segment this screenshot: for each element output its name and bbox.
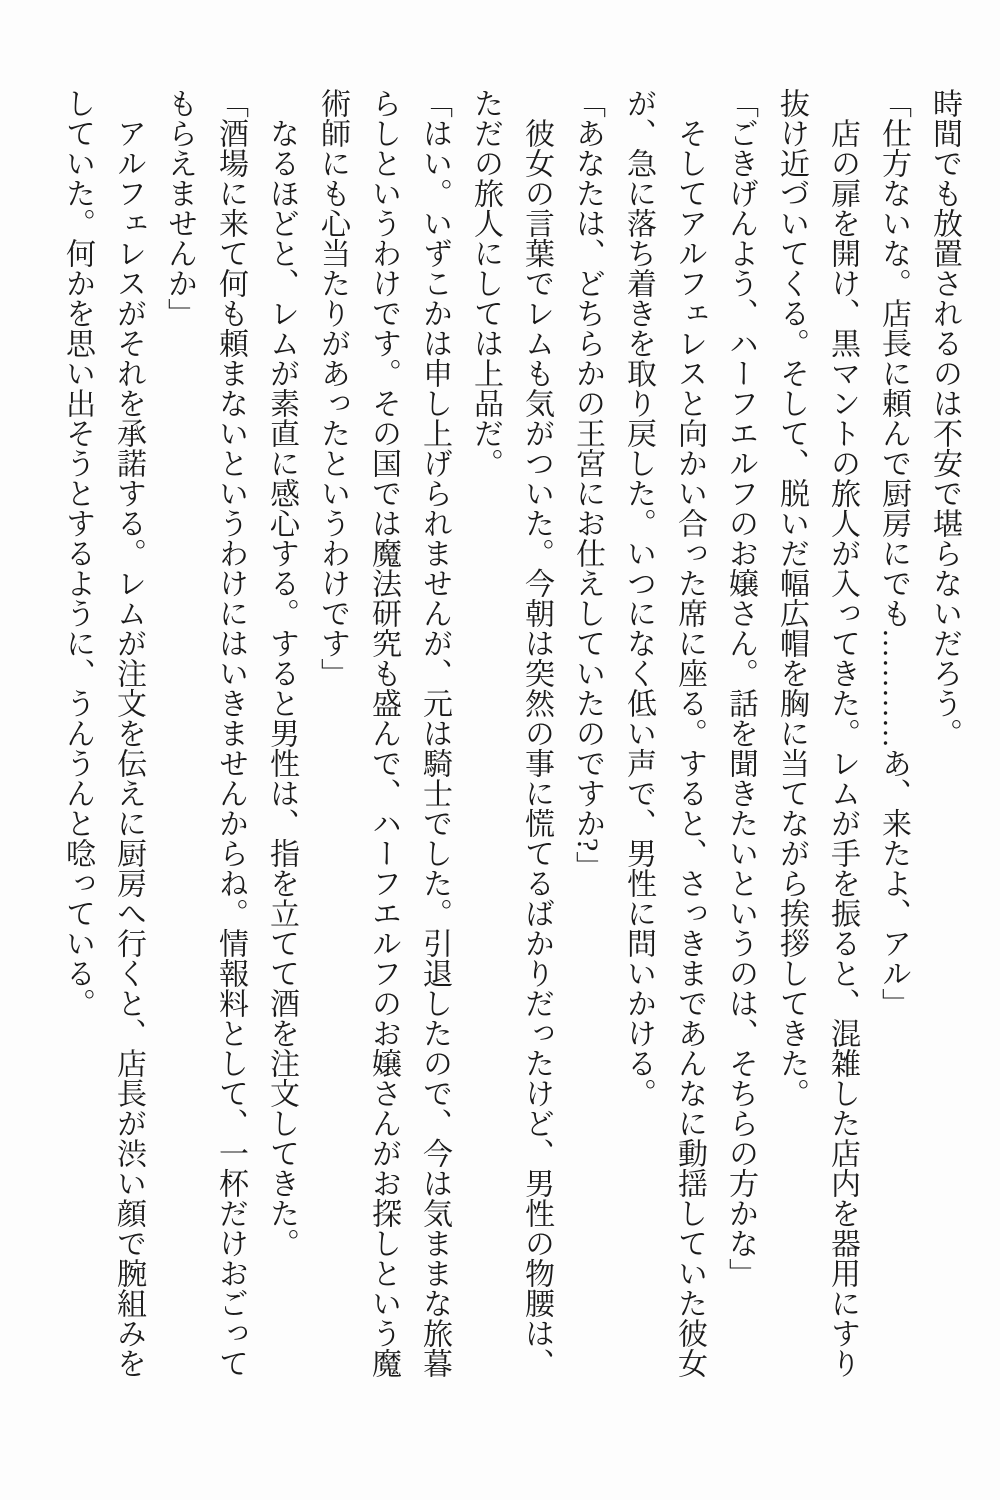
paragraph: 「ごきげんよう、ハーフエルフのお嬢さん。話を聞きたいというのは、そちらの方かな」 bbox=[724, 88, 757, 1288]
paragraph: 「はい。いずこかは申し上げられませんが、元は騎士でした。引退したので、今は気ままな旅暮らしというわけです。その国では魔法研究も盛んで、ハーフエルフのお嬢さんがお探しという魔術師にも心当たりがあったというわけです」 bbox=[316, 88, 451, 1378]
paragraph: 「あなたは、どちらかの王宮にお仕えしていたのですか?」 bbox=[571, 88, 604, 882]
paragraph: 時間でも放置されるのは不安で堪らないだろう。 bbox=[928, 88, 961, 748]
paragraph: 「酒場に来て何も頼まないというわけにはいきませんからね。情報料として、一杯だけおごってもらえませんか」 bbox=[163, 88, 247, 1378]
paragraph: 店の扉を開け、黒マントの旅人が入ってきた。レムが手を振ると、混雑した店内を器用にすり抜け近づいてくる。そして、脱いだ幅広帽を胸に当てながら挨拶してきた。 bbox=[775, 88, 859, 1378]
novel-text-block bbox=[52, 88, 970, 1390]
paragraph: そしてアルフェレスと向かい合った席に座る。すると、さっきまであんなに動揺していた彼女が、急に落ち着きを取り戻した。いつになく低い声で、男性に問いかける。 bbox=[622, 88, 706, 1378]
paragraph: なるほどと、レムが素直に感心する。すると男性は、指を立てて酒を注文してきた。 bbox=[265, 118, 298, 1258]
paragraph: 彼女の言葉でレムも気がついた。今朝は突然の事に慌てるばかりだったけど、男性の物腰は、ただの旅人にしては上品だ。 bbox=[469, 88, 553, 1378]
paragraph: 「仕方ないな。店長に頼んで厨房にでも…………あ、来たよ、アル」 bbox=[877, 88, 910, 1018]
paragraph: アルフェレスがそれを承諾する。レムが注文を伝えに厨房へ行くと、店長が渋い顔で腕組みをしていた。何かを思い出そうとするように、うんうんと唸っている。 bbox=[61, 88, 145, 1378]
